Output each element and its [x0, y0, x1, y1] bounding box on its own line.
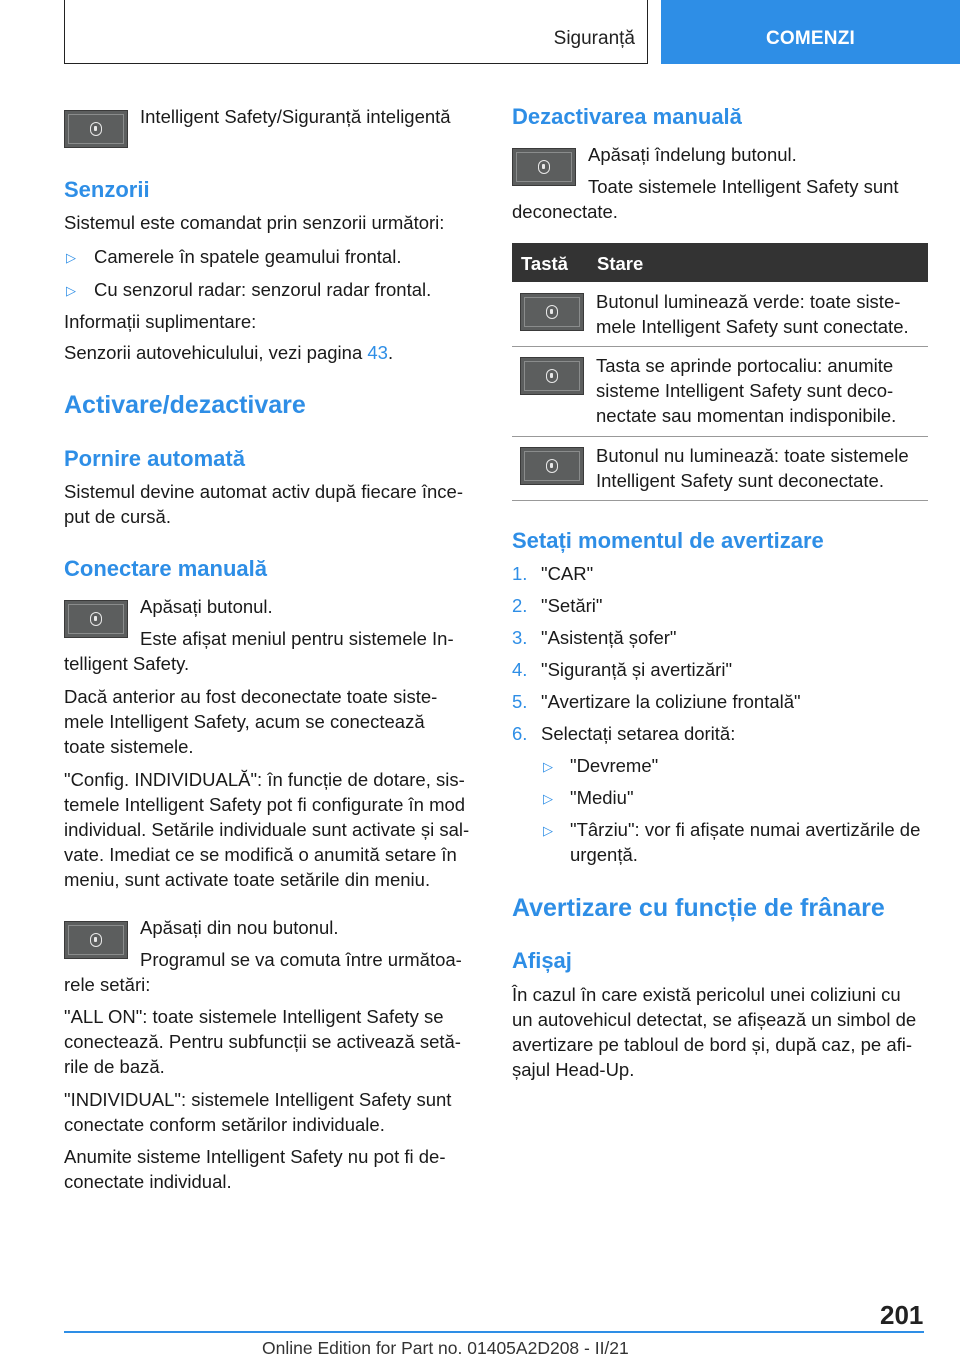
paragraph-line: rile de bază. — [64, 1056, 165, 1077]
header-section-title: Siguranță — [553, 28, 635, 49]
senzorii-heading: Senzorii — [64, 177, 150, 202]
pornire-heading: Pornire automată — [64, 446, 245, 471]
afisaj-heading: Afișaj — [512, 948, 572, 973]
intelligent-safety-button-icon — [520, 293, 584, 331]
table-cell-line: nectate sau momentan indisponibile. — [596, 405, 897, 426]
table-divider — [512, 346, 928, 347]
paragraph-line: meniu, sunt activate toate setările din meniu. — [64, 869, 431, 890]
bullet-icon: ▷ — [543, 759, 553, 774]
paragraph-line: conectează. Pentru subfuncții se activează setă- — [64, 1031, 461, 1052]
footer-divider — [64, 1331, 924, 1333]
paragraph-line: vate. Imediat ce se modifică o anumită setare în — [64, 844, 457, 865]
intelligent-safety-button-icon — [512, 148, 576, 186]
paragraph-line: Anumite sisteme Intelligent Safety nu pot fi de- — [64, 1146, 446, 1167]
reference-end: . — [387, 342, 394, 363]
page-number: 201 — [880, 1300, 924, 1330]
intelligent-safety-button-icon — [520, 447, 584, 485]
table-cell-line: Butonul luminează verde: toate siste- — [596, 291, 901, 312]
step-text: deconectate. — [512, 201, 618, 222]
bullet-icon: ▷ — [66, 283, 76, 298]
paragraph-line: mele Intelligent Safety, acum se conectează — [64, 711, 425, 732]
step-item: "CAR" — [541, 563, 594, 584]
table-cell-line: Tasta se aprinde portocaliu: anumite — [596, 355, 894, 376]
list-item: Cu senzorul radar: senzorul radar frontal. — [94, 279, 432, 300]
table-cell-line: mele Intelligent Safety sunt conectate. — [596, 316, 909, 337]
more-info-label: Informații suplimentare: — [64, 311, 257, 332]
step-item: Selectați setarea dorită: — [541, 723, 736, 744]
step-number: 4. — [512, 659, 528, 680]
bullet-icon: ▷ — [543, 823, 553, 838]
step-number: 3. — [512, 627, 528, 648]
paragraph-line: "ALL ON": toate sistemele Intelligent Safety se — [64, 1006, 444, 1027]
intelligent-safety-button-icon — [64, 921, 128, 959]
intelligent-safety-button-icon — [64, 110, 128, 148]
table-cell-line: sisteme Intelligent Safety sunt deco- — [596, 380, 894, 401]
step-text: telligent Safety. — [64, 653, 190, 674]
pornire-line: Sistemul devine automat activ după fiecare înce- — [64, 481, 463, 502]
reference-line — [64, 342, 393, 364]
sub-option: "Mediu" — [570, 787, 634, 808]
step-number: 6. — [512, 723, 528, 744]
bullet-icon: ▷ — [543, 791, 553, 806]
step-item: "Asistență șofer" — [541, 627, 677, 648]
activare-heading: Activare/dezactivare — [64, 391, 306, 419]
reference-text: Senzorii autovehiculului, vezi pagina — [64, 342, 368, 363]
step-text: Apăsați îndelung butonul. — [588, 144, 797, 165]
button-caption: Intelligent Safety/Siguranță inteligentă — [140, 106, 451, 127]
table-cell-line: Butonul nu luminează: toate sistemele — [596, 445, 909, 466]
step-text: Este afișat meniul pentru sistemele In- — [140, 628, 454, 649]
page-link[interactable]: 43 — [367, 342, 388, 363]
paragraph-line: Dacă anterior au fost deconectate toate siste- — [64, 686, 438, 707]
dezactivare-heading: Dezactivarea manuală — [512, 104, 742, 129]
intelligent-safety-button-icon — [520, 357, 584, 395]
paragraph-line: un autovehicul detectat, se afișează un simbol de — [512, 1009, 917, 1030]
step-number: 1. — [512, 563, 528, 584]
step-item: "Avertizare la coliziune frontală" — [541, 691, 801, 712]
table-header — [512, 243, 928, 282]
step-text: Toate sistemele Intelligent Safety sunt — [588, 176, 899, 197]
table-header-state: Stare — [597, 253, 644, 274]
setati-heading: Setați momentul de avertizare — [512, 528, 824, 553]
step-text: Apăsați butonul. — [140, 596, 273, 617]
frana-heading: Avertizare cu funcție de frânare — [512, 894, 885, 922]
step-item: "Setări" — [541, 595, 603, 616]
paragraph-line: șajul Head-Up. — [512, 1059, 635, 1080]
step-text: Programul se va comuta între următoa- — [140, 949, 462, 970]
step-number: 5. — [512, 691, 528, 712]
paragraph-line: toate sistemele. — [64, 736, 194, 757]
conectare-heading: Conectare manuală — [64, 556, 267, 581]
header-chapter-title: COMENZI — [765, 28, 855, 49]
paragraph-line: conectate individual. — [64, 1171, 232, 1192]
sub-option: "Târziu": vor fi afișate numai avertizările de — [570, 819, 921, 840]
paragraph-line: individual. Setările individuale sunt activate și sal- — [64, 819, 470, 840]
sub-option-cont: urgență. — [570, 844, 638, 865]
paragraph-line: temele Intelligent Safety pot fi configurate în mod — [64, 794, 466, 815]
footer-edition: Online Edition for Part no. 01405A2D208 - II/21 — [262, 1338, 629, 1358]
step-number: 2. — [512, 595, 528, 616]
table-divider — [512, 500, 928, 501]
table-cell-line: Intelligent Safety sunt deconectate. — [596, 470, 884, 491]
pornire-line: put de cursă. — [64, 506, 171, 527]
paragraph-line: "Config. INDIVIDUALĂ": în funcție de dotare, sis- — [64, 769, 465, 790]
table-header-key: Tastă — [521, 253, 568, 274]
table-divider — [512, 436, 928, 437]
list-item: Camerele în spatele geamului frontal. — [94, 246, 402, 267]
paragraph-line: avertizare pe tabloul de bord și, după caz, pe afi- — [512, 1034, 913, 1055]
paragraph-line: În cazul în care există pericolul unei coliziuni cu — [512, 984, 901, 1005]
header-section-box — [64, 0, 648, 64]
paragraph-line: "INDIVIDUAL": sistemele Intelligent Safety sunt — [64, 1089, 452, 1110]
step-text: Apăsați din nou butonul. — [140, 917, 339, 938]
step-text: rele setări: — [64, 974, 151, 995]
header-chapter-tab[interactable] — [661, 0, 960, 64]
step-item: "Siguranță și avertizări" — [541, 659, 733, 680]
intelligent-safety-button-icon — [64, 600, 128, 638]
senzorii-intro: Sistemul este comandat prin senzorii următori: — [64, 212, 445, 233]
paragraph-line: conectate conform setărilor individuale. — [64, 1114, 385, 1135]
bullet-icon: ▷ — [66, 250, 76, 265]
sub-option: "Devreme" — [570, 755, 659, 776]
